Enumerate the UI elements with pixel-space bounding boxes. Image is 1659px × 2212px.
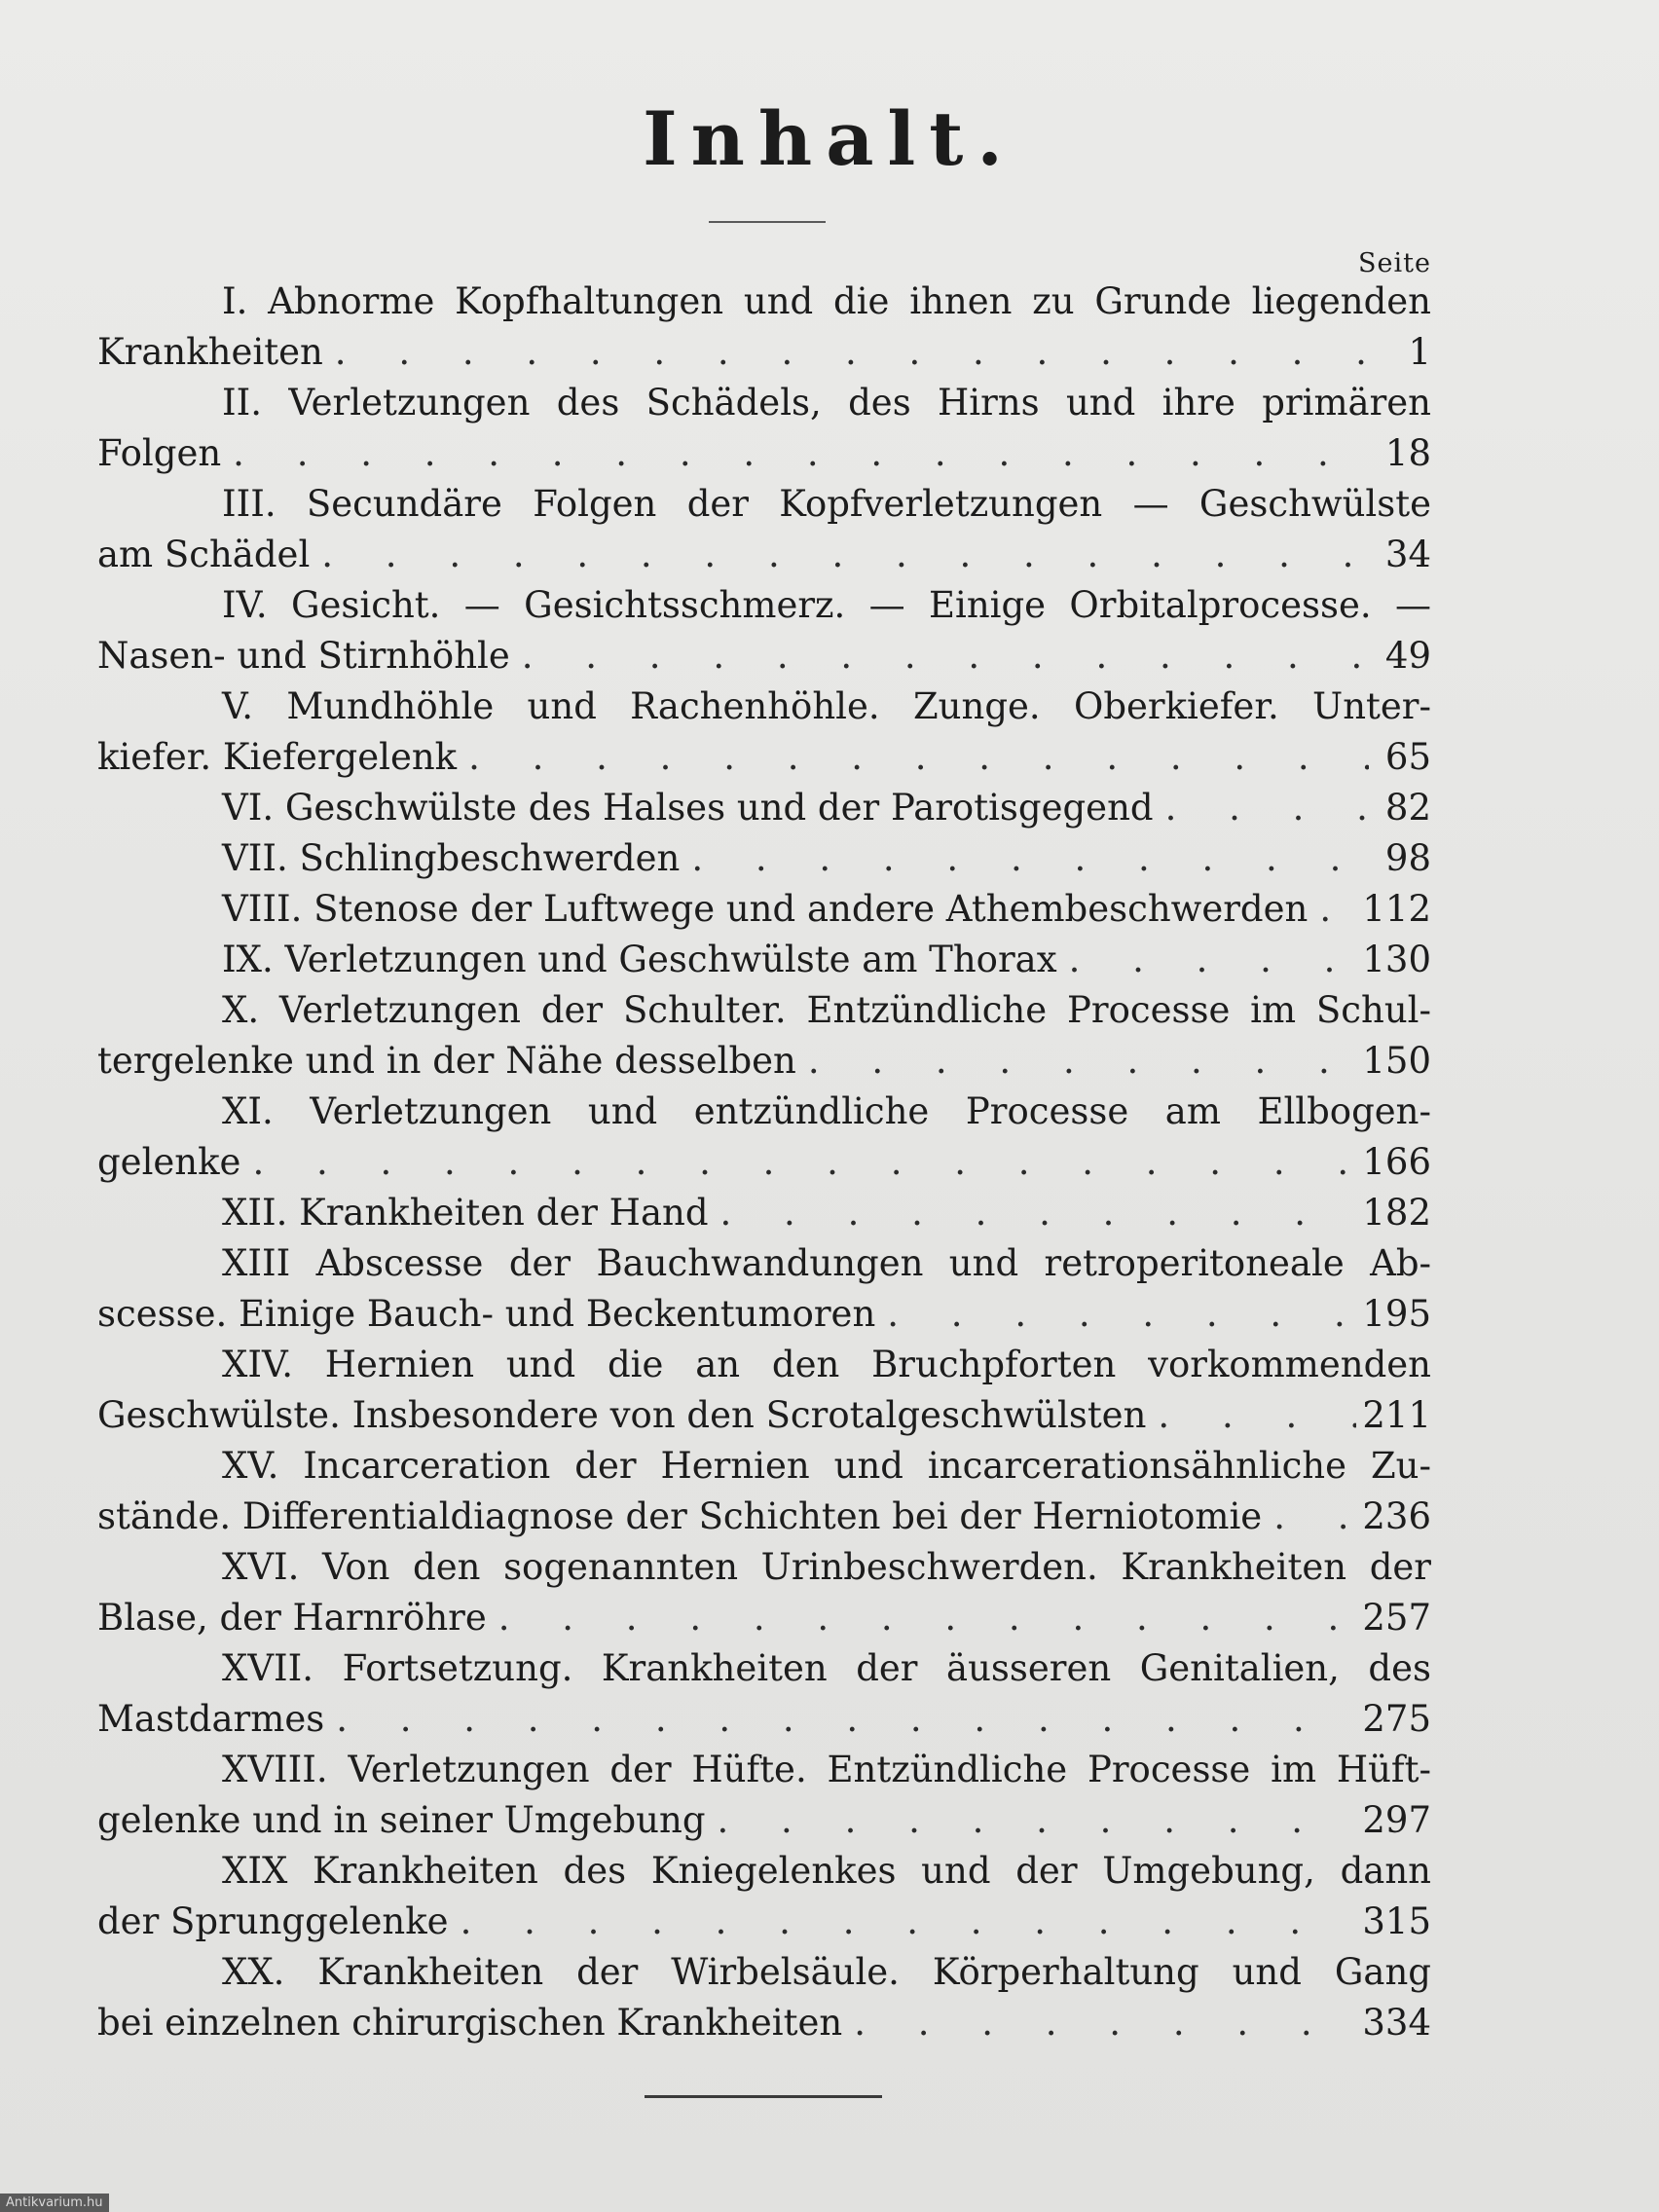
toc-entry bbox=[97, 378, 1431, 479]
toc-entry bbox=[97, 935, 1431, 985]
toc-entry-title-line: XX. Krankheiten der Wirbelsäule. Körperhaltung und Gang bbox=[222, 1951, 1431, 1993]
toc-entry-text: gelenke und in seiner Umgebung bbox=[97, 1799, 706, 1841]
toc-page-number: 297 bbox=[1362, 1799, 1431, 1841]
toc-entry bbox=[97, 682, 1431, 783]
toc-entry-leader-line bbox=[97, 1188, 1431, 1238]
toc-entry bbox=[97, 1542, 1431, 1643]
toc-entry-title-line: I. Abnorme Kopfhaltungen und die ihnen zu Grunde liegenden bbox=[222, 280, 1431, 322]
toc-entry-text: Geschwülste. Insbesondere von den Scrotalgeschwülsten bbox=[97, 1394, 1147, 1436]
toc-entry-leader-line bbox=[97, 327, 1431, 378]
toc-entry-leader-line bbox=[97, 1897, 1431, 1947]
toc-entry-leader-line bbox=[97, 1593, 1431, 1643]
toc-entry-title-line: III. Secundäre Folgen der Kopfverletzungen — Geschwülste bbox=[222, 483, 1431, 525]
toc-entry-leader-line bbox=[97, 1390, 1431, 1441]
toc-entry-leader-line bbox=[97, 1998, 1431, 2048]
toc-entry-title-line: X. Verletzungen der Schulter. Entzündliche Processe im Schul- bbox=[222, 989, 1431, 1031]
toc-entry bbox=[97, 783, 1431, 833]
toc-entry-leader-line bbox=[97, 884, 1431, 935]
toc-entry bbox=[97, 1087, 1431, 1188]
toc-entry-leader-line bbox=[97, 783, 1431, 833]
toc-entry-title-line: XI. Verletzungen und entzündliche Processe am Ellbogen- bbox=[222, 1090, 1431, 1132]
toc-page-number: 334 bbox=[1362, 2002, 1431, 2044]
toc-entry-title-line: XV. Incarceration der Hernien und incarcerationsähnliche Zu- bbox=[222, 1445, 1431, 1487]
toc-entry-title-line: XIX Krankheiten des Kniegelenkes und der Umgebung, dann bbox=[222, 1850, 1431, 1892]
dot-leader bbox=[1057, 935, 1357, 985]
toc-entry-text: am Schädel bbox=[97, 534, 311, 575]
toc-entry-text: gelenke bbox=[97, 1141, 241, 1183]
toc-entry bbox=[97, 1188, 1431, 1238]
toc-page-number: 166 bbox=[1362, 1141, 1431, 1183]
toc-page-number: 65 bbox=[1384, 736, 1431, 778]
toc-entry-text: stände. Differentialdiagnose der Schichten bei der Herniotomie bbox=[97, 1495, 1263, 1537]
toc-entry-title-line: IV. Gesicht. — Gesichtsschmerz. — Einige Orbitalprocesse. — bbox=[222, 584, 1431, 626]
toc-entry bbox=[97, 985, 1431, 1087]
dot-leader bbox=[240, 1137, 1356, 1188]
toc-page-number: 195 bbox=[1362, 1293, 1431, 1335]
toc-entry-text: IX. Verletzungen und Geschwülste am Thorax bbox=[222, 939, 1057, 980]
page-column-header: Seite bbox=[1358, 248, 1431, 278]
toc-entry bbox=[97, 479, 1431, 580]
toc-entry-leader-line bbox=[97, 732, 1431, 783]
toc-entry-text: XII. Krankheiten der Hand bbox=[222, 1192, 709, 1234]
toc-entry-title-line: XVII. Fortsetzung. Krankheiten der äusseren Genitalien, des bbox=[222, 1647, 1431, 1689]
dot-leader bbox=[449, 1897, 1357, 1947]
dot-leader bbox=[706, 1795, 1357, 1846]
toc-entry-leader-line bbox=[97, 833, 1431, 884]
toc-entry-text: VII. Schlingbeschwerden bbox=[222, 837, 681, 879]
toc-page-number: 315 bbox=[1362, 1900, 1431, 1942]
dot-leader bbox=[457, 732, 1369, 783]
toc-page-number: 211 bbox=[1362, 1394, 1431, 1436]
toc-page-number: 257 bbox=[1362, 1597, 1431, 1639]
toc-page-number: 34 bbox=[1384, 534, 1431, 575]
dot-leader bbox=[1262, 1492, 1356, 1542]
dot-leader bbox=[1308, 884, 1356, 935]
toc-entry-text: Mastdarmes bbox=[97, 1698, 325, 1740]
toc-entry-title-line: XVI. Von den sogenannten Urinbeschwerden. Krankheiten der bbox=[222, 1546, 1431, 1588]
toc-entry-leader-line bbox=[97, 428, 1431, 479]
toc-entry-leader-line bbox=[97, 1795, 1431, 1846]
toc-entry-leader-line bbox=[97, 1036, 1431, 1087]
toc-entry-title-line: XIV. Hernien und die an den Bruchpforten vorkommenden bbox=[222, 1344, 1431, 1385]
toc-page-number: 18 bbox=[1384, 432, 1431, 474]
toc-entry bbox=[97, 1643, 1431, 1745]
dot-leader bbox=[842, 1998, 1356, 2048]
toc-entry-title-line: V. Mundhöhle und Rachenhöhle. Zunge. Oberkiefer. Unter- bbox=[222, 685, 1431, 727]
toc-entry bbox=[97, 833, 1431, 884]
toc-entry-text: bei einzelnen chirurgischen Krankheiten bbox=[97, 2002, 843, 2044]
toc-entry-leader-line bbox=[97, 1694, 1431, 1745]
dot-leader bbox=[324, 1694, 1356, 1745]
dot-leader bbox=[323, 327, 1369, 378]
dot-leader bbox=[510, 631, 1369, 682]
dot-leader bbox=[680, 833, 1369, 884]
toc-entry-leader-line bbox=[97, 935, 1431, 985]
dot-leader bbox=[310, 530, 1369, 580]
toc-page-number: 82 bbox=[1384, 787, 1431, 829]
toc-entry bbox=[97, 1441, 1431, 1542]
watermark: Antikvarium.hu bbox=[0, 2194, 109, 2212]
table-of-contents bbox=[97, 276, 1431, 2048]
toc-entry-text: Folgen bbox=[97, 432, 222, 474]
dot-leader bbox=[709, 1188, 1357, 1238]
toc-entry-text: scesse. Einige Bauch- und Beckentumoren bbox=[97, 1293, 876, 1335]
toc-page-number: 98 bbox=[1384, 837, 1431, 879]
toc-entry-text: VI. Geschwülste des Halses und der Parotisgegend bbox=[222, 787, 1154, 829]
toc-entry bbox=[97, 1745, 1431, 1846]
toc-entry bbox=[97, 1340, 1431, 1441]
toc-entry bbox=[97, 884, 1431, 935]
toc-entry-leader-line bbox=[97, 1492, 1431, 1542]
toc-entry-text: der Sprunggelenke bbox=[97, 1900, 449, 1942]
toc-entry-text: tergelenke und in der Nähe desselben bbox=[97, 1040, 796, 1082]
toc-entry bbox=[97, 276, 1431, 378]
toc-entry-leader-line bbox=[97, 1289, 1431, 1340]
dot-leader bbox=[1146, 1390, 1356, 1441]
toc-entry-text: Blase, der Harnröhre bbox=[97, 1597, 487, 1639]
toc-entry-leader-line bbox=[97, 530, 1431, 580]
toc-entry-text: Nasen- und Stirnhöhle bbox=[97, 635, 510, 677]
toc-entry-leader-line bbox=[97, 631, 1431, 682]
dot-leader bbox=[875, 1289, 1356, 1340]
toc-page-number: 1 bbox=[1408, 331, 1431, 373]
toc-page-number: 236 bbox=[1362, 1495, 1431, 1537]
dot-leader bbox=[1154, 783, 1369, 833]
toc-page-number: 49 bbox=[1384, 635, 1431, 677]
dot-leader bbox=[487, 1593, 1357, 1643]
toc-page-number: 275 bbox=[1362, 1698, 1431, 1740]
toc-entry-text: Krankheiten bbox=[97, 331, 323, 373]
toc-page-number: 130 bbox=[1362, 939, 1431, 980]
toc-entry-title-line: II. Verletzungen des Schädels, des Hirns und ihre primären bbox=[222, 382, 1431, 424]
toc-entry bbox=[97, 1238, 1431, 1340]
toc-page-number: 112 bbox=[1362, 888, 1431, 930]
page-title: Inhalt. bbox=[643, 95, 1016, 182]
closing-divider bbox=[645, 2095, 882, 2098]
dot-leader bbox=[796, 1036, 1357, 1087]
toc-entry-leader-line bbox=[97, 1137, 1431, 1188]
toc-entry-text: kiefer. Kiefergelenk bbox=[97, 736, 458, 778]
dot-leader bbox=[221, 428, 1369, 479]
toc-entry-title-line: XVIII. Verletzungen der Hüfte. Entzündliche Processe im Hüft- bbox=[222, 1749, 1431, 1790]
toc-entry bbox=[97, 1846, 1431, 1947]
toc-page-number: 150 bbox=[1362, 1040, 1431, 1082]
toc-page-number: 182 bbox=[1362, 1192, 1431, 1234]
toc-entry-title-line: XIII Abscesse der Bauchwandungen und retroperitoneale Ab- bbox=[222, 1242, 1431, 1284]
toc-entry bbox=[97, 1947, 1431, 2048]
title-divider bbox=[709, 221, 826, 223]
toc-entry bbox=[97, 580, 1431, 682]
toc-entry-text: VIII. Stenose der Luftwege und andere Athembeschwerden bbox=[222, 888, 1309, 930]
